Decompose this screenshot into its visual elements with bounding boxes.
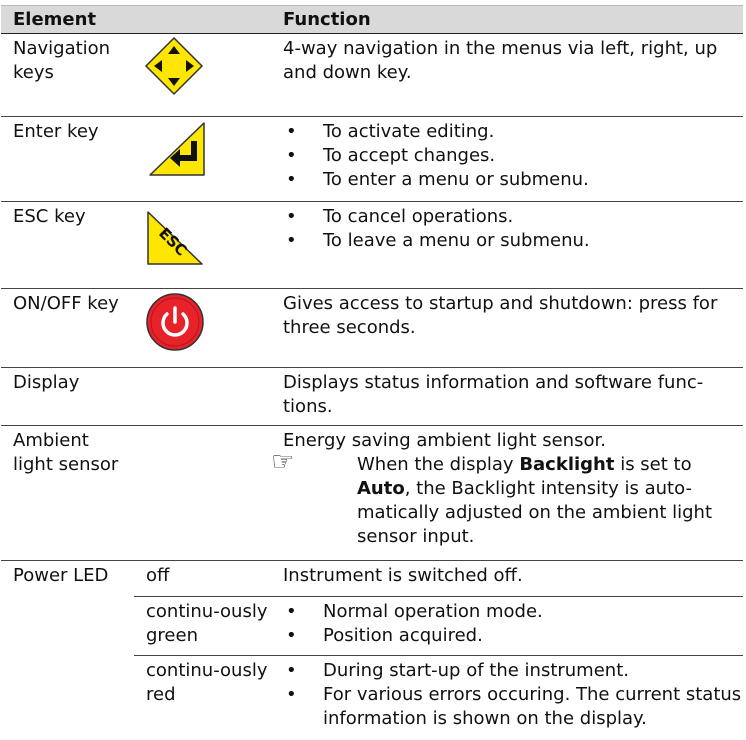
note-text-3: , the Backlight intensity is auto-matically adjusted on the ambient light sensor input.: [357, 478, 712, 547]
note-bold-auto: Auto: [357, 478, 405, 499]
function-esc-key: [271, 202, 743, 289]
function-onoff-key: Gives access to startup and shutdown: press for three seconds.: [271, 289, 743, 368]
ambient-icon-cell: [134, 426, 271, 561]
list-item: • To enter a menu or submenu.: [283, 168, 743, 192]
table-row: [1, 34, 743, 117]
table-header: [1, 6, 743, 34]
table-row: [1, 426, 743, 561]
note-text-1: When the display: [357, 454, 519, 475]
enter-icon-cell: [134, 117, 271, 202]
element-power-led: Power LED: [1, 561, 134, 740]
header-element: Element: [1, 6, 271, 34]
header-function: Function: [271, 6, 743, 34]
onoff-icon-cell: [134, 289, 271, 368]
function-display: Displays status information and software func-tions.: [271, 368, 743, 426]
table-row: [1, 117, 743, 202]
element-esc-key: ESC key: [1, 202, 134, 289]
pointing-hand-icon: ☞: [271, 450, 294, 474]
display-icon-cell: [134, 368, 271, 426]
function-ambient-light-sensor: [271, 426, 743, 561]
note-bold-backlight: Backlight: [519, 454, 614, 475]
list-item: • To cancel operations.: [283, 205, 743, 229]
function-led-red: [271, 656, 743, 740]
table-row: [1, 289, 743, 368]
list-item: • Position acquired.: [283, 624, 743, 648]
list-item: • To leave a menu or submenu.: [283, 229, 743, 253]
function-led-green: [271, 597, 743, 656]
table-row: [1, 368, 743, 426]
function-navigation-keys: 4-way navigation in the menus via left, right, up and down key.: [271, 34, 743, 117]
power-key-icon: [144, 291, 206, 353]
led-state-off: off: [134, 561, 271, 597]
table-row: [1, 561, 743, 597]
element-ambient-light-sensor: Ambient light sensor: [1, 426, 134, 561]
navigation-keys-icon: [144, 36, 204, 96]
esc-icon-label: ESC: [155, 224, 190, 259]
list-item: • For various errors occuring. The current status information is shown on the display.: [283, 683, 743, 731]
esc-icon-cell: [134, 202, 271, 289]
element-onoff-key: ON/OFF key: [1, 289, 134, 368]
element-navigation-keys: Navigation keys: [1, 34, 134, 117]
led-state-red: continu-ously red: [134, 656, 271, 740]
navigation-icon-cell: [134, 34, 271, 117]
note-text-2: is set to: [614, 454, 691, 475]
enter-key-icon: [144, 119, 208, 181]
list-item: • Normal operation mode.: [283, 600, 743, 624]
function-led-off: Instrument is switched off.: [271, 561, 743, 597]
ambient-note: [283, 453, 743, 549]
ambient-function-text: Energy saving ambient light sensor.: [283, 429, 743, 453]
list-item: • To activate editing.: [283, 120, 743, 144]
list-item: • During start-up of the instrument.: [283, 659, 743, 683]
list-item: • To accept changes.: [283, 144, 743, 168]
element-function-table: [1, 5, 743, 740]
led-state-green: continu-ously green: [134, 597, 271, 656]
element-display: Display: [1, 368, 134, 426]
function-enter-key: [271, 117, 743, 202]
esc-key-icon: [144, 204, 208, 268]
element-enter-key: Enter key: [1, 117, 134, 202]
table-row: [1, 202, 743, 289]
